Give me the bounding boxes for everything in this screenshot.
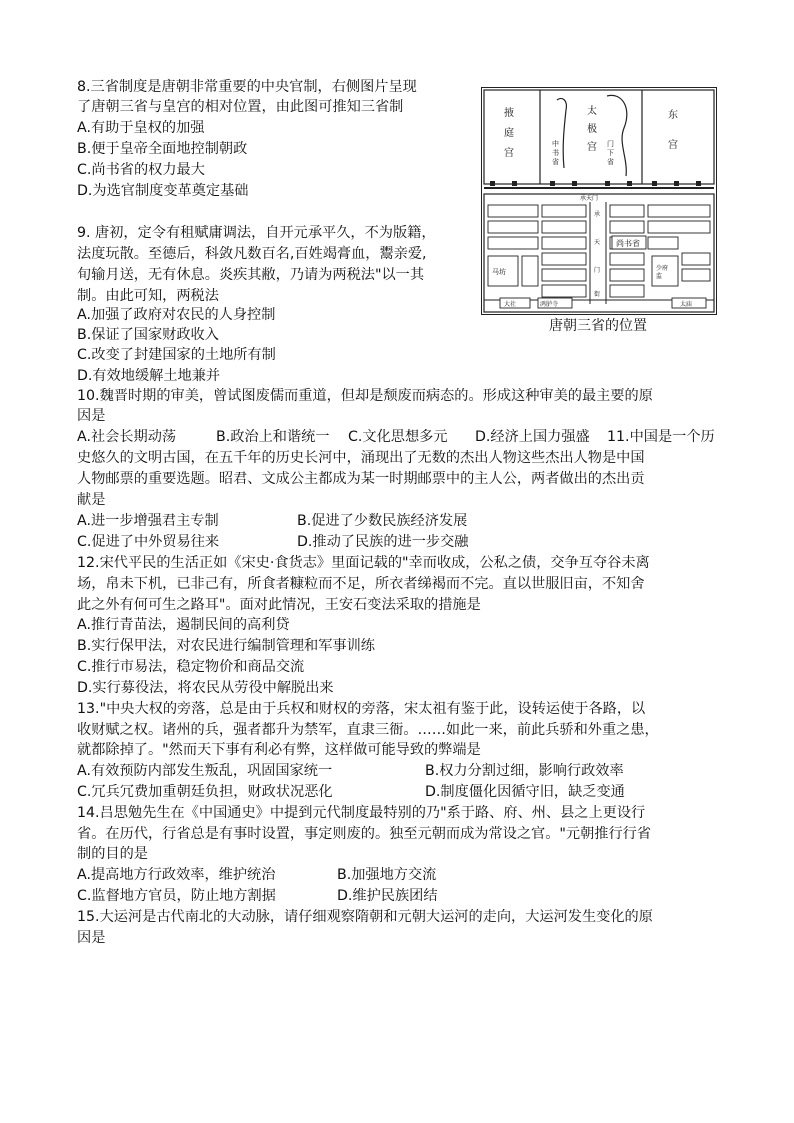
svg-text:极: 极 [587,124,597,135]
q11-option-d: D.推动了民族的进一步交融 [297,534,469,550]
svg-text:宫: 宫 [668,140,678,151]
shaofu-label: 少府 [656,265,669,272]
q9-option-c: C.改变了封建国家的土地所有制 [77,347,276,363]
q9-stem-line-4: 制。由此可知，两税法 [77,288,219,304]
shangshu-label: 尚书省 [616,239,640,248]
q14-option-c: C.监督地方官员，防止地方割据 [77,888,276,904]
q11-stem-line-3: 献是 [77,492,106,508]
svg-text:中: 中 [552,140,559,148]
svg-text:门: 门 [594,267,601,274]
svg-text:宫: 宫 [587,142,597,153]
q11-option-b: B.促进了少数民族经济发展 [297,513,468,529]
svg-text:门: 门 [607,140,614,148]
q13-stem-line-1: 13."中央大权的旁落，总是由于兵权和财权的旁落，宋太祖有鉴于此，设转运使于各路，以 [77,701,646,717]
mafang-label: 马坊 [492,268,506,276]
q9-stem-line-3: 旬输月送，无有休息。炎疾其敝，乃请为两税法"以一其 [77,267,425,283]
svg-text:天: 天 [594,239,601,246]
q13-option-a: A.有效预防内部发生叛乱，巩固国家统一 [77,763,333,779]
q11-stem-line-2: 人物邮票的重要选题。昭君、文成公主都成为某一时期邮票中的主人公，两者做出的杰出贡 [77,471,645,487]
figure-caption: 唐朝三省的位置 [549,318,647,334]
q15-stem-line-1: 15.大运河是古代南北的大动脉，请仔细观察隋朝和元朝大运河的走向，大运河发生变化的原 [77,909,653,925]
taiji-label: 太 [587,106,597,117]
q9-stem-line-1: 9. 唐初，定令有租赋庸调法，自开元承平久，不为版籍， [77,225,436,241]
svg-text:下: 下 [607,149,614,157]
q12-stem-line-2: 场，帛未下机，已非己有，所食者糠粒而不足，所衣者绨褐而不完。直以世服旧亩，不知舍 [77,576,645,592]
q14-stem-line-3: 制的目的是 [77,846,148,862]
q12-option-a: A.推行青苗法，遏制民间的高利贷 [77,617,290,633]
svg-text:宫: 宫 [504,148,514,159]
q10-option-a: A.社会长期动荡 [77,429,177,445]
q10-option-d: D.经济上国力强盛 [475,429,590,445]
svg-text:书: 书 [552,149,559,157]
svg-text:大社: 大社 [504,301,517,308]
q12-option-c: C.推行市易法，稳定物价和商品交流 [77,659,305,675]
q12-stem-line-3: 此之外有何可生之路耳"。面对此情况，王安石变法采取的措施是 [77,597,481,613]
svg-text:省: 省 [552,158,559,166]
q9-option-b: B.保证了国家财政收入 [77,327,219,343]
q14-stem-line-2: 省。在历代，行省总是有事时设置，事定则废的。独至元朝而成为常设之官。"元朝推行行省 [77,826,652,842]
svg-text:鸿胪寺: 鸿胪寺 [540,301,559,308]
chengtian-label: 承天门 [580,195,599,202]
q10-stem-line-1: 10.魏晋时期的审美，曾试图废儒而重道，但却是颓废而病态的。形成这种审美的最主要的原 [77,388,653,404]
q8-option-c: C.尚书省的权力最大 [77,162,205,178]
q13-stem-line-2: 收财赋之权。诸州的兵，强者都升为禁军，直隶三衙。……如此一来，前此兵骄和外重之患， [77,722,659,738]
q10-stem-line-2: 因是 [77,408,106,424]
q8-option-a: A.有助于皇权的加强 [77,120,205,136]
q14-option-d: D.维护民族团结 [337,888,438,904]
q9-option-d: D.有效地缓解土地兼并 [77,368,221,384]
svg-text:省: 省 [607,158,614,166]
q12-option-d: D.实行募役法，将农民从劳役中解脱出来 [77,680,334,696]
svg-text:街: 街 [594,291,601,298]
q10-option-c: C.文化思想多元 [348,429,448,445]
q12-option-b: B.实行保甲法，对农民进行编制管理和军事训练 [77,638,375,654]
q11-option-c: C.促进了中外贸易往来 [77,534,220,550]
q14-option-a: A.提高地方行政效率，维护统治 [77,867,276,883]
donggong-label: 东 [668,110,678,121]
q12-stem-line-1: 12.宋代平民的生活正如《宋史·食货志》里面记载的"幸而收成，公私之债，交争互夺谷未离 [77,555,650,571]
q13-option-c: C.冗兵冗费加重朝廷负担，财政状况恶化 [77,784,333,800]
yeting-label-1: 掖 [504,108,514,119]
q8-stem-line-2: 了唐朝三省与皇宫的相对位置，由此图可推知三省制 [77,99,404,115]
q11-option-a: A.进一步增强君主专制 [77,513,219,529]
q9-stem-line-2: 法度玩散。至德后，科敛凡数百名,百姓竭膏血，鬻亲爱, [77,246,427,262]
svg-text:监: 监 [656,273,663,280]
svg-text:承: 承 [594,211,601,218]
q13-option-d: D.制度僵化因循守旧，缺乏变通 [425,784,625,800]
q14-stem-line-1: 14.吕思勉先生在《中国通史》中提到元代制度最特别的乃"系于路、府、州、县之上更设行 [77,805,646,821]
q14-option-b: B.加强地方交流 [337,867,437,883]
q10-option-b: B.政治上和谐统一 [216,429,330,445]
q8-option-d: D.为选官制度变革奠定基础 [77,183,249,199]
q11-stem-start: 11.中国是一个历 [607,429,715,445]
q13-option-b: B.权力分割过细，影响行政效率 [425,763,624,779]
svg-text:太庙: 太庙 [680,301,693,308]
q8-option-b: B.便于皇帝全面地控制朝政 [77,141,248,157]
svg-text:庭: 庭 [504,128,514,139]
q11-stem-line-1: 史悠久的文明古国，在五千年的历史长河中，涌现出了无数的杰出人物这些杰出人物是中国 [77,450,645,466]
q13-stem-line-3: 就都除掉了。"然而天下事有利必有弊，这样做可能导致的弊端是 [77,742,481,758]
q9-option-a: A.加强了政府对农民的人身控制 [77,307,276,323]
q8-stem-line-1: 8.三省制度是唐朝非常重要的中央官制，右侧图片呈现 [77,79,417,95]
q15-stem-line-2: 因是 [77,930,106,946]
tang-three-departments-map [481,87,717,315]
